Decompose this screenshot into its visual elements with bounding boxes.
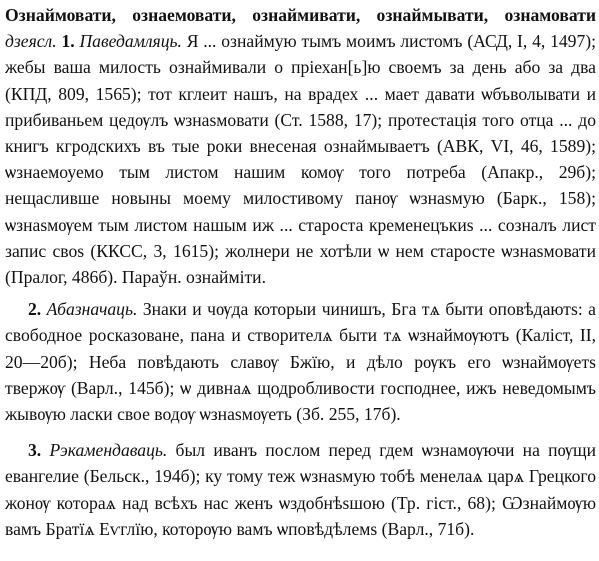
- dictionary-entry-sense-2: [5, 296, 596, 427]
- sense-2-citations: Знаки и чѹда которыи чинишъ, Бга тѧ быти оповѣдаютѕ: а свободное росказоване, пана и створителѧ быти тѧ ѡзнаймѹютъ (Каліст, II, 20—20б); Неба повѣдають славѹ Бжїю, и дѣло рѹкъ его ѡзнаймѹетѕ твержѹ (Варл., 145б); ѡ дивнаѧ щодробливости господнее, ижъ неведомымъ жывѹю ласки свое водѹ ѡзнаѕмѹеть (Зб. 255, 17б).: [5, 299, 596, 425]
- dictionary-entry-sense-1: [5, 2, 596, 290]
- sense-2-number: 2.: [28, 299, 42, 320]
- sense-1-number: 1.: [61, 31, 75, 52]
- sense-3-gloss: Рэкамендаваць.: [49, 440, 168, 461]
- sense-1-gloss: Паведамляць.: [79, 31, 182, 52]
- sense-2-gloss: Абазначаць.: [46, 299, 138, 320]
- entry-grammar-label: дзеясл.: [5, 31, 57, 52]
- dictionary-entry-sense-3: [5, 437, 596, 542]
- entry-headword: Ознаймовати, ознаемовати, ознаймивати, ознаймывати, ознамовати: [5, 5, 596, 25]
- sense-3-citations: был иванъ послом перед гдем ѡзнамѹючи на пѹщи евангелие (Бельск., 194б); ку тому теж ѡзнаѕмую тобѣ менелаѧ царѧ Грецкого жонѹ котораѧ над всѣхъ нас женъ ѡздобнѣѕшою (Тр. гіст., 68); Ѡзнаймѹю вамъ Братїѧ Еѵглїю, которѹю вамъ ѡповѣдѣлемѕ (Варл., 71б).: [5, 440, 596, 539]
- sense-3-number: 3.: [28, 440, 42, 461]
- sense-1-citations: Я ... ознаймую тымъ моимъ листомъ (АСД, I, 4, 1497); жебы ваша милость ознаймивали о пріехан[ь]ю своемъ за день або за два (КПД, 809, 1565); тот кглеит нашъ, на врадех ... мает давати ѡбъволывати и прибиваньем цедѹлъ ѡзнаѕмовати (Ст. 1588, 17); протестація того отца ... до книгъ кгродскихъ въ тые роки внесеная ознаймываетъ (АВК, VI, 46, 1589); ѡзнаемоуемо тым листом нашим комѹ того потреба (Апакр., 29б); нещасливше новыны моему милостивому панѹ ѡзнаѕмую (Барк., 158); ѡзнаѕмѹем тым листом нашым иж ... староста кременецъкиѕ ... созналъ лист запис своѕ (ККСС, 3, 1615); жолнери не хотѣли ѡ нем старосте ѡзнаѕмовати (Пралог, 486б). Параўн. ознайміти.: [5, 31, 597, 288]
